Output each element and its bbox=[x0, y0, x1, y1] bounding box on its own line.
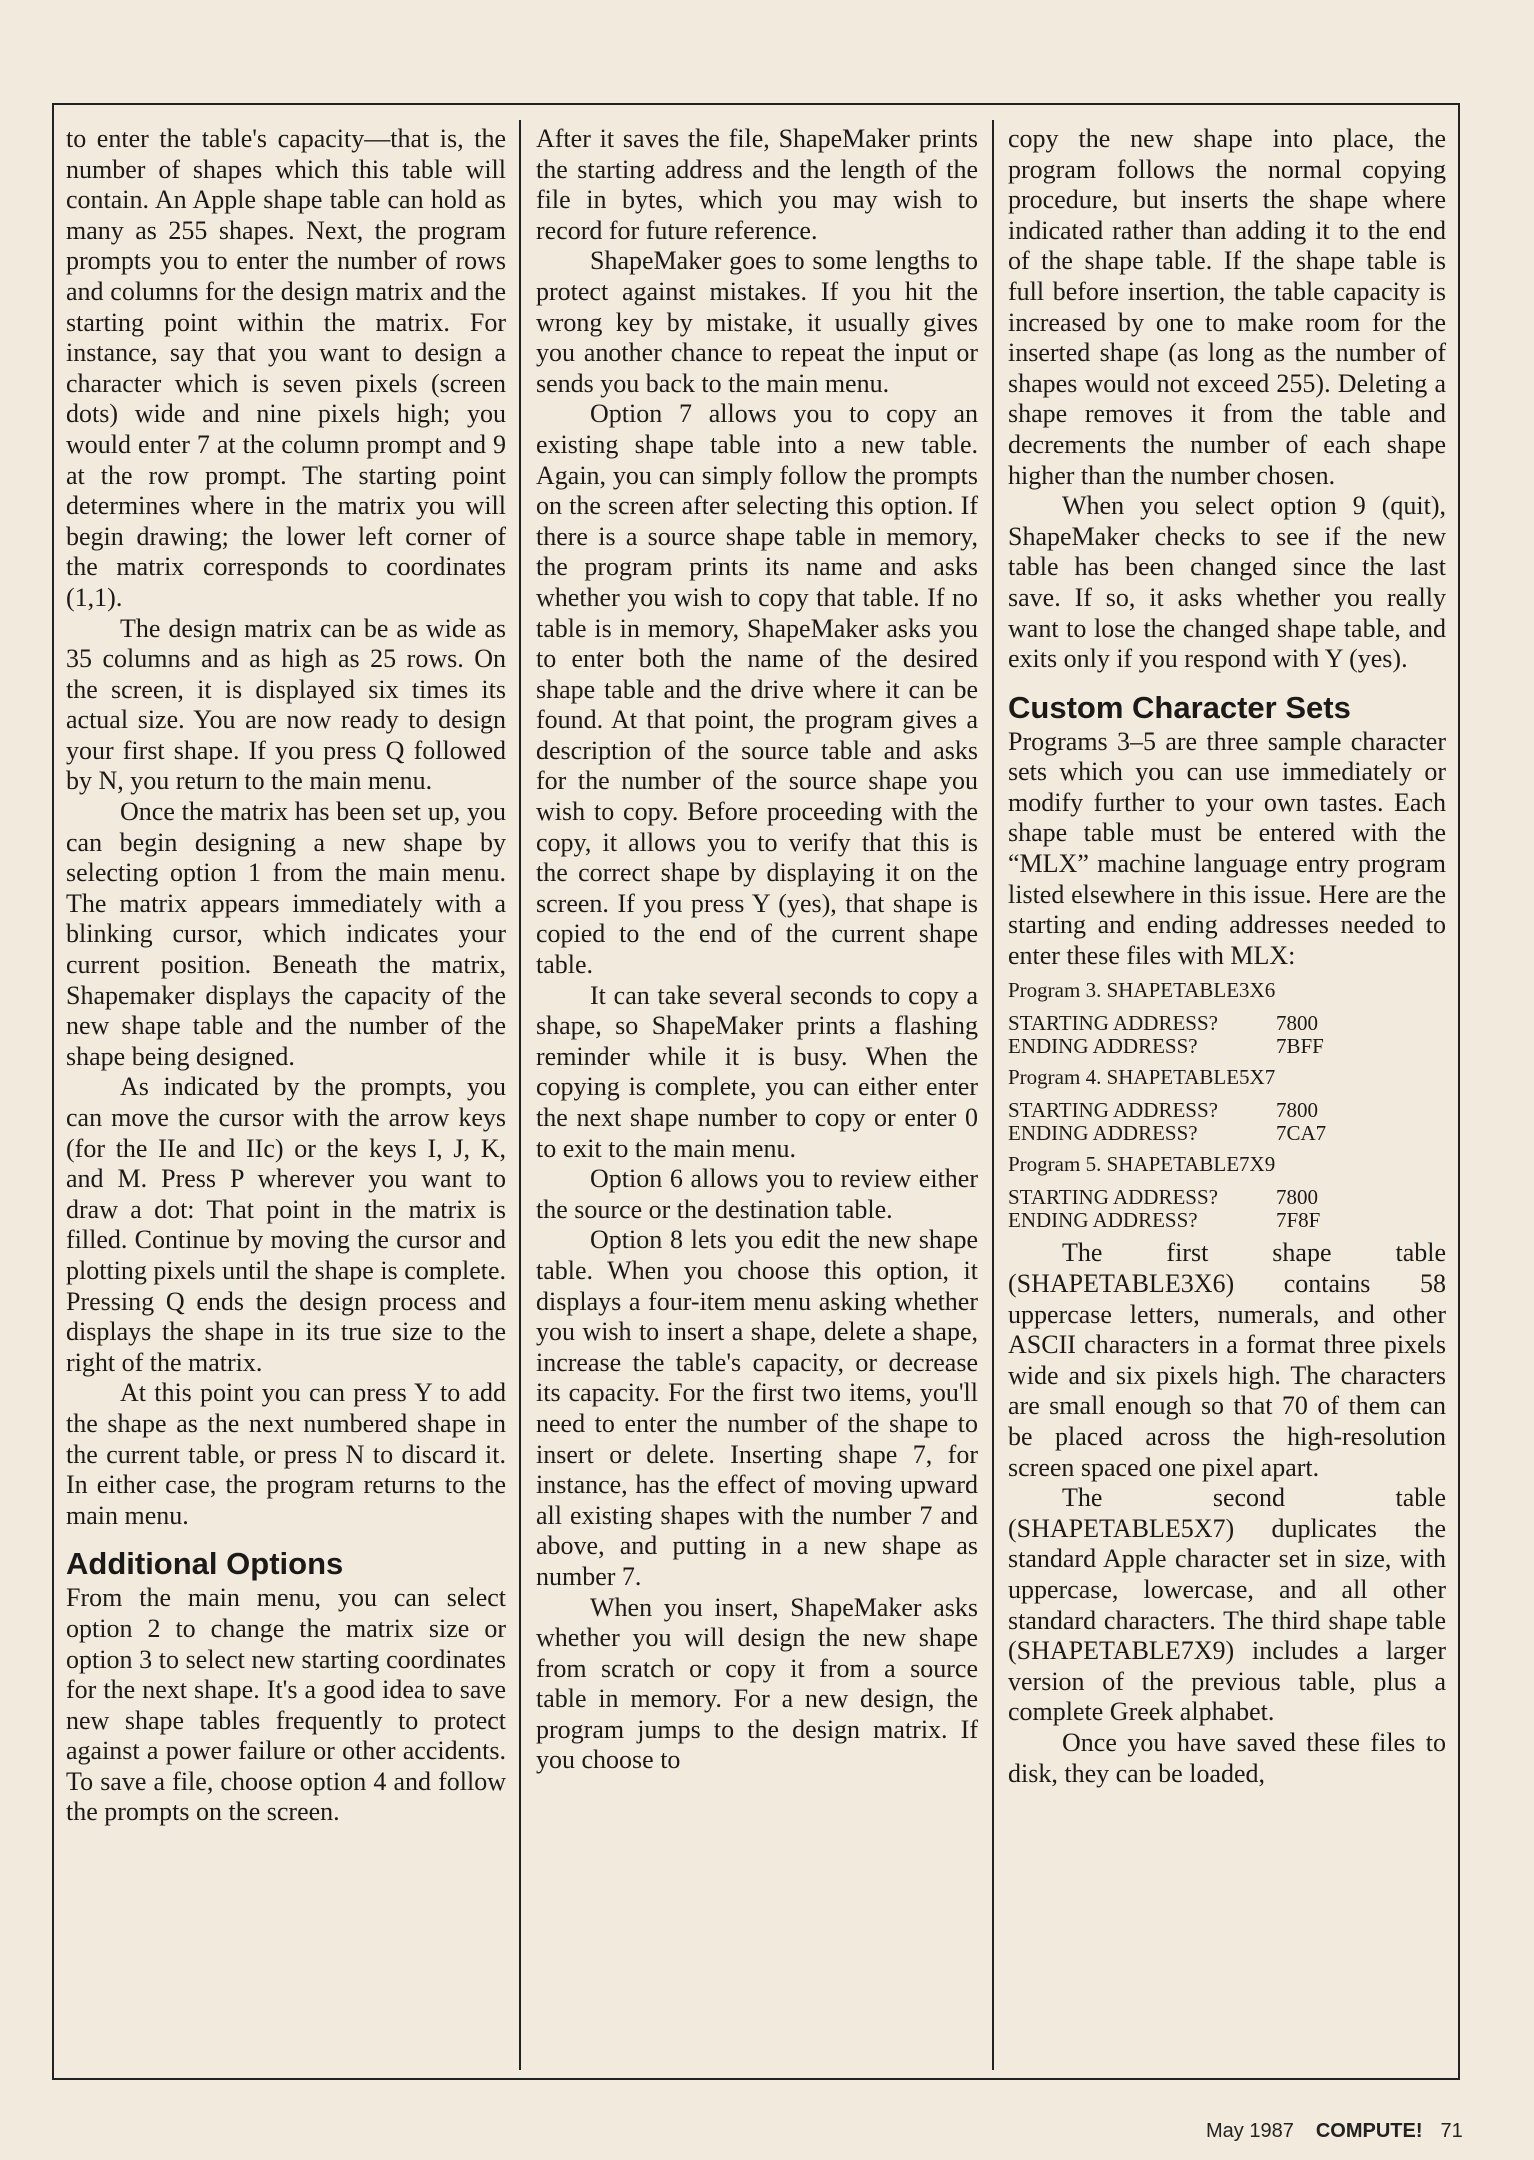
listing-title: Program 3. SHAPETABLE3X6 bbox=[1008, 978, 1276, 1003]
paragraph: Option 8 lets you edit the new shape table. When you choose this option, it displays a four-item menu asking whether you wish to insert a shape, delete a shape, increase the table's capacity, or decrease its capacity. For the first two items, you'll need to enter the number of the shape to insert or delete. Inserting shape 7, for instance, has the effect of moving upward all existing shapes with the number 7 and above, and putting in a new shape as number 7. bbox=[536, 1225, 978, 1591]
section-heading: Additional Options bbox=[66, 1546, 344, 1582]
paragraph: After it saves the file, ShapeMaker prints the starting address and the length of the file in bytes, which you may wish to record for future reference. bbox=[536, 124, 978, 245]
end-address: 7BFF bbox=[1276, 1034, 1324, 1059]
section-heading: Custom Character Sets bbox=[1008, 689, 1351, 725]
program-listing bbox=[1008, 1153, 1446, 1232]
paragraph: Once the matrix has been set up, you can begin designing a new shape by selecting option 1 from the main menu. The matrix appears immediately with a blinking cursor, which indicates your current position. Beneath the matrix, Shapemaker displays the capacity of the new shape table and the number of the shape being designed. bbox=[66, 797, 506, 1071]
column-2 bbox=[536, 124, 978, 1776]
column-3 bbox=[1008, 124, 1446, 1789]
magazine-name: COMPUTE! bbox=[1315, 2120, 1423, 2142]
end-address: 7F8F bbox=[1276, 1208, 1321, 1233]
program-listing bbox=[1008, 1066, 1446, 1145]
paragraph: From the main menu, you can select option 2 to change the matrix size or option 3 to select new starting coordinates for the next shape. It's a good idea to save new shape tables frequently to protect against a power failure or other accidents. To save a file, choose option 4 and follow the prompts on the screen. bbox=[66, 1583, 506, 1827]
end-label: ENDING ADDRESS? bbox=[1008, 1034, 1198, 1059]
column-1 bbox=[66, 124, 506, 1828]
paragraph: When you insert, ShapeMaker asks whether you will design the new shape from scratch or copy it from a source table in memory. For a new design, the program jumps to the design matrix. If you choose to bbox=[536, 1592, 978, 1775]
start-label: STARTING ADDRESS? bbox=[1008, 1185, 1218, 1210]
paragraph: ShapeMaker goes to some lengths to protect against mistakes. If you hit the wrong key by mistake, it usually gives you another chance to repeat the input or sends you back to the main menu. bbox=[536, 246, 978, 398]
paragraph: The first shape table (SHAPETABLE3X6) contains 58 uppercase letters, numerals, and other ASCII characters in a format three pixels wide and six pixels high. The characters are small enough so that 70 of them can be placed across the high-resolution screen spaced one pixel apart. bbox=[1008, 1238, 1446, 1482]
start-address: 7800 bbox=[1276, 1098, 1318, 1123]
paragraph: It can take several seconds to copy a shape, so ShapeMaker prints a flashing reminder while it is busy. When the copying is complete, you can either enter the next shape number to copy or enter 0 to exit to the main menu. bbox=[536, 980, 978, 1163]
page-footer bbox=[1206, 2120, 1463, 2143]
start-label: STARTING ADDRESS? bbox=[1008, 1098, 1218, 1123]
paragraph: When you select option 9 (quit), ShapeMaker checks to see if the new table has been changed since the last save. If so, it asks whether you really want to lose the changed shape table, and exits only if you respond with Y (yes). bbox=[1008, 491, 1446, 674]
issue-date: May 1987 bbox=[1206, 2120, 1294, 2142]
paragraph: Programs 3–5 are three sample character sets which you can use immediately or modify further to your own tastes. Each shape table must be entered with the “MLX” machine language entry program listed elsewhere in this issue. Here are the starting and ending addresses needed to enter these files with MLX: bbox=[1008, 726, 1446, 970]
paragraph: The design matrix can be as wide as 35 columns and as high as 25 rows. On the screen, it is displayed six times its actual size. You are now ready to design your first shape. If you press Q followed by N, you return to the main menu. bbox=[66, 613, 506, 796]
end-label: ENDING ADDRESS? bbox=[1008, 1208, 1198, 1233]
listing-title: Program 5. SHAPETABLE7X9 bbox=[1008, 1152, 1276, 1177]
column-divider bbox=[519, 120, 521, 2070]
start-address: 7800 bbox=[1276, 1185, 1318, 1210]
paragraph: Once you have saved these files to disk, they can be loaded, bbox=[1008, 1727, 1446, 1788]
paragraph: As indicated by the prompts, you can move the cursor with the arrow keys (for the IIe and IIc) or the keys I, J, K, and M. Press P wherever you want to draw a dot: That point in the matrix is filled. Continue by moving the cursor and plotting pixels until the shape is complete. Pressing Q ends the design process and displays the shape in its true size to the right of the matrix. bbox=[66, 1072, 506, 1377]
end-label: ENDING ADDRESS? bbox=[1008, 1121, 1198, 1146]
paragraph: At this point you can press Y to add the shape as the next numbered shape in the current table, or press N to discard it. In either case, the program returns to the main menu. bbox=[66, 1378, 506, 1530]
paragraph: copy the new shape into place, the program follows the normal copying procedure, but inserts the shape where indicated rather than adding it to the end of the shape table. If the shape table is full before insertion, the table capacity is increased by one to make room for the inserted shape (as long as the number of shapes would not exceed 255). Deleting a shape removes it from the table and decrements the number of each shape higher than the number chosen. bbox=[1008, 124, 1446, 490]
paragraph: Option 6 allows you to review either the source or the destination table. bbox=[536, 1164, 978, 1224]
start-label: STARTING ADDRESS? bbox=[1008, 1011, 1218, 1036]
page-number: 71 bbox=[1440, 2120, 1463, 2142]
program-listing bbox=[1008, 979, 1446, 1058]
listing-title: Program 4. SHAPETABLE5X7 bbox=[1008, 1065, 1276, 1090]
start-address: 7800 bbox=[1276, 1011, 1318, 1036]
paragraph: The second table (SHAPETABLE5X7) duplicates the standard Apple character set in size, with uppercase, lowercase, and all other standard characters. The third shape table (SHAPETABLE7X9) includes a larger version of the previous table, plus a complete Greek alphabet. bbox=[1008, 1483, 1446, 1727]
column-divider bbox=[992, 120, 994, 2070]
end-address: 7CA7 bbox=[1276, 1121, 1327, 1146]
paragraph: to enter the table's capacity—that is, the number of shapes which this table will contain. An Apple shape table can hold as many as 255 shapes. Next, the program prompts you to enter the number of rows and columns for the design matrix and the starting point within the matrix. For instance, say that you want to design a character which is seven pixels (screen dots) wide and nine pixels high; you would enter 7 at the column prompt and 9 at the row prompt. The starting point determines where in the matrix you will begin drawing; the lower left corner of the matrix corresponds to coordinates (1,1). bbox=[66, 124, 506, 612]
paragraph: Option 7 allows you to copy an existing shape table into a new table. Again, you can simply follow the prompts on the screen after selecting this option. If there is a source shape table in memory, the program prints its name and asks whether you wish to copy that table. If no table is in memory, ShapeMaker asks you to enter both the name of the desired shape table and the drive where it can be found. At that point, the program gives a description of the source table and asks for the number of the source shape you wish to copy. Before proceeding with the copy, it allows you to verify that this is the correct shape by displaying it on the screen. If you press Y (yes), that shape is copied to the end of the current shape table. bbox=[536, 399, 978, 980]
